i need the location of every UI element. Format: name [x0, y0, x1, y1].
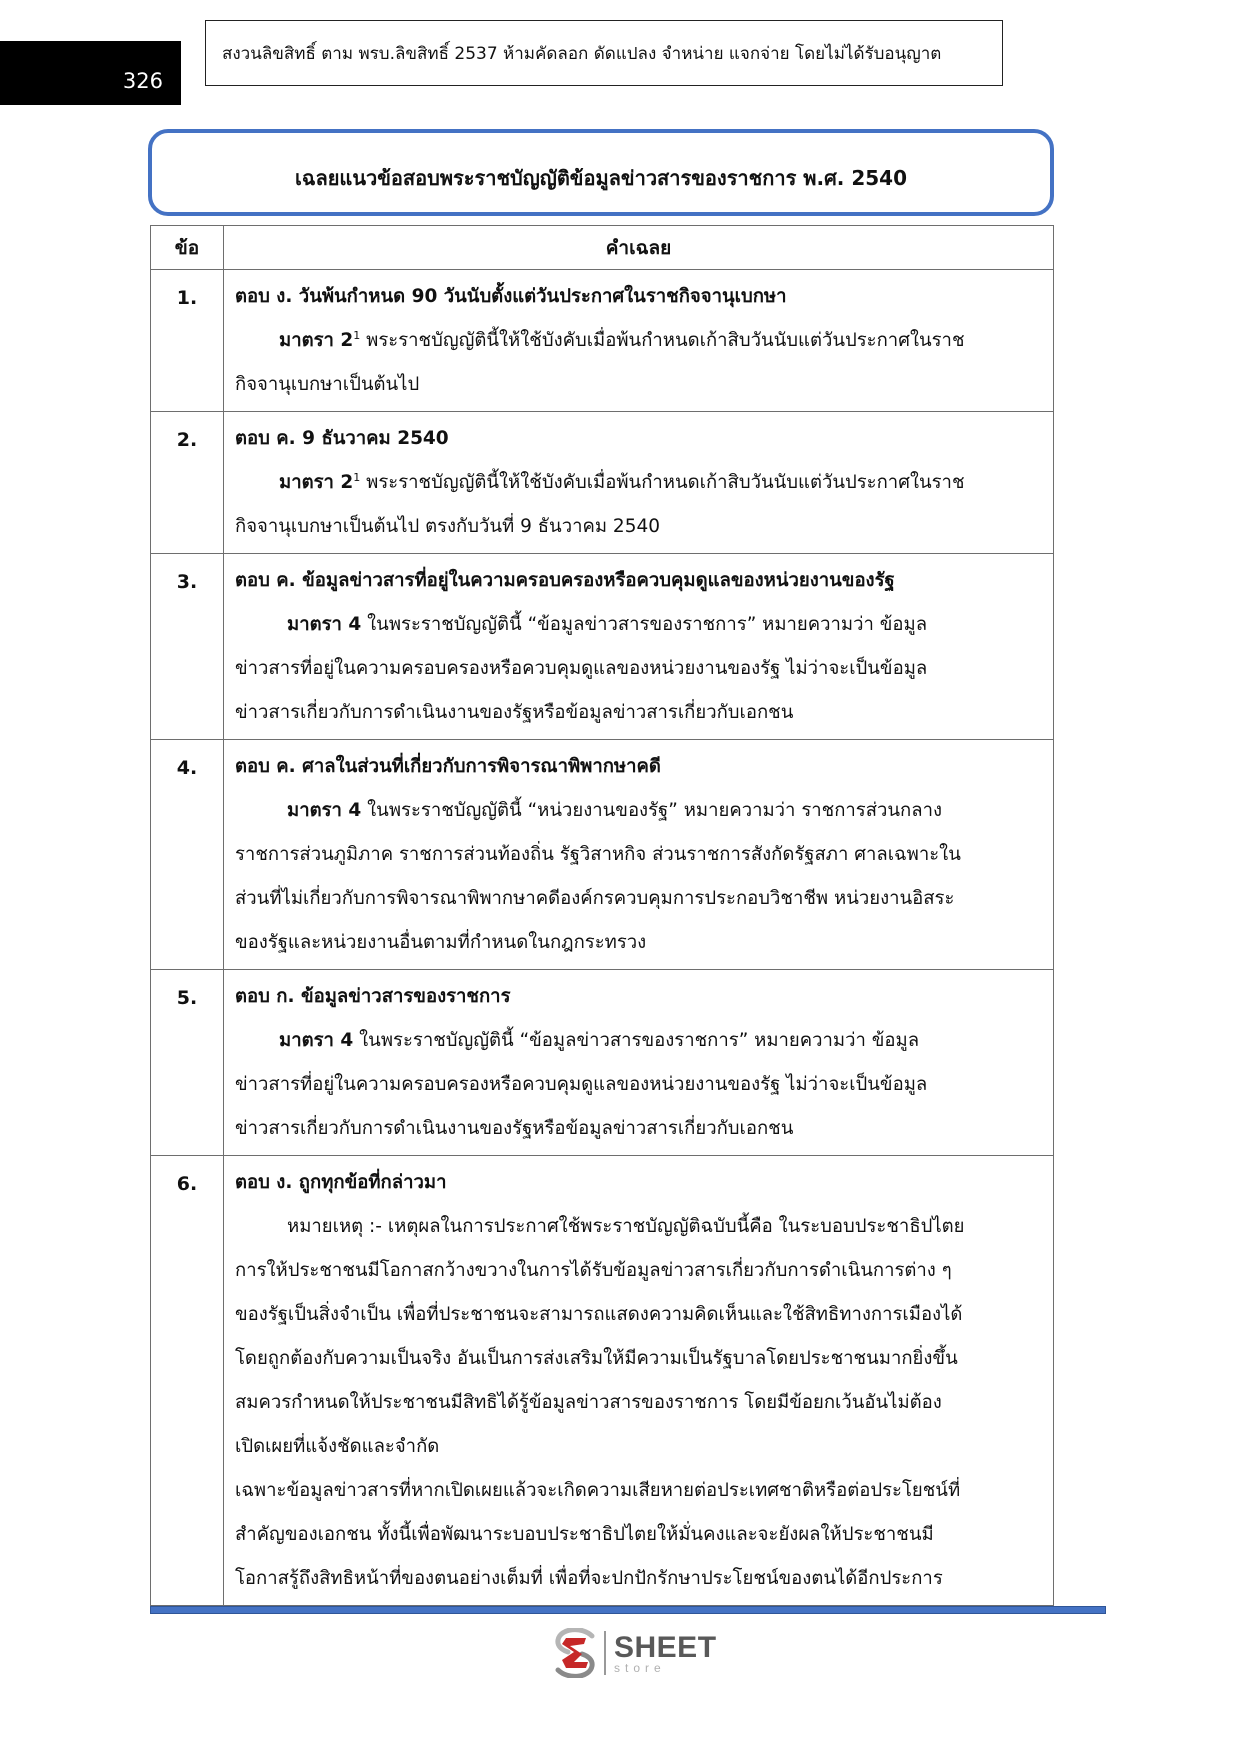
- question-number: 1.: [151, 270, 224, 412]
- page-number: 326: [122, 69, 163, 93]
- column-header-number: ข้อ: [151, 226, 224, 270]
- explanation-line: [235, 319, 1042, 363]
- explanation-text: ในพระราชบัญญัตินี้ “ข้อมูลข่าวสารของราชการ” หมายความว่า ข้อมูล: [367, 614, 928, 635]
- explanation-line: ข่าวสารเกี่ยวกับการดำเนินงานของรัฐหรือข้อมูลข่าวสารเกี่ยวกับเอกชน: [235, 702, 794, 723]
- answer-cell: [224, 1156, 1054, 1606]
- note-line: สำคัญของเอกชน ทั้งนี้เพื่อพัฒนาระบอบประชาธิปไตยให้มั่นคงและจะยังผลให้ประชาชนมี: [235, 1524, 934, 1545]
- answer-table: [150, 225, 1054, 1606]
- copyright-notice-box: [205, 20, 1003, 86]
- answer-text: ตอบ ค. ศาลในส่วนที่เกี่ยวกับการพิจารณาพิพากษาคดี: [235, 756, 661, 777]
- sheet-store-s-logo-icon: [552, 1628, 598, 1678]
- answer-cell: [224, 970, 1054, 1156]
- explanation-line: [235, 789, 1042, 833]
- question-number: 2.: [151, 412, 224, 554]
- column-header-answer: คำเฉลย: [224, 226, 1054, 270]
- explanation-line: [235, 461, 1042, 505]
- answer-text: ตอบ ง. วันพ้นกำหนด 90 วันนับตั้งแต่วันประกาศในราชกิจจานุเบกษา: [235, 286, 787, 307]
- explanation-line: ข่าวสารที่อยู่ในความครอบครองหรือควบคุมดูแลของหน่วยงานของรัฐ ไม่ว่าจะเป็นข้อมูล: [235, 658, 928, 679]
- explanation-line: [235, 603, 1042, 647]
- note-line: หมายเหตุ :- เหตุผลในการประกาศใช้พระราชบัญญัติฉบับนี้คือ ในระบอบประชาธิปไตย: [287, 1216, 965, 1237]
- footnote-marker: 1: [353, 328, 361, 342]
- answer-text: ตอบ ค. 9 ธันวาคม 2540: [235, 428, 449, 449]
- explanation-line: กิจจานุเบกษาเป็นต้นไป ตรงกับวันที่ 9 ธันวาคม 2540: [235, 516, 661, 537]
- logo-brand: SHEET: [614, 1630, 717, 1664]
- explanation-line: ข่าวสารที่อยู่ในความครอบครองหรือควบคุมดูแลของหน่วยงานของรัฐ ไม่ว่าจะเป็นข้อมูล: [235, 1074, 928, 1095]
- note-line: โดยถูกต้องกับความเป็นจริง อันเป็นการส่งเสริมให้มีความเป็นรัฐบาลโดยประชาชนมากยิ่งขึ้น: [235, 1348, 958, 1369]
- table-row: [151, 740, 1054, 970]
- footnote-marker: 1: [353, 470, 361, 484]
- table-row: [151, 970, 1054, 1156]
- note-line: ของรัฐเป็นสิ่งจำเป็น เพื่อที่ประชาชนจะสามารถแสดงความคิดเห็นและใช้สิทธิทางการเมืองได้: [235, 1304, 963, 1325]
- explanation-line: ของรัฐและหน่วยงานอื่นตามที่กำหนดในกฎกระทรวง: [235, 932, 647, 953]
- answer-text: ตอบ ง. ถูกทุกข้อที่กล่าวมา: [235, 1172, 447, 1193]
- section-label: มาตรา 4: [279, 1030, 354, 1051]
- note-line: การให้ประชาชนมีโอกาสกว้างขวางในการได้รับข้อมูลข่าวสารเกี่ยวกับการดำเนินการต่าง ๆ: [235, 1260, 952, 1281]
- question-number: 4.: [151, 740, 224, 970]
- page-title: เฉลยแนวข้อสอบพระราชบัญญัติข้อมูลข่าวสารของราชการ พ.ศ. 2540: [295, 165, 907, 190]
- explanation-text: ในพระราชบัญญัตินี้ “ข้อมูลข่าวสารของราชการ” หมายความว่า ข้อมูล: [359, 1030, 920, 1051]
- logo-divider: [604, 1631, 606, 1675]
- explanation-text: ในพระราชบัญญัตินี้ “หน่วยงานของรัฐ” หมายความว่า ราชการส่วนกลาง: [367, 800, 943, 821]
- answer-cell: [224, 270, 1054, 412]
- answer-text: ตอบ ก. ข้อมูลข่าวสารของราชการ: [235, 986, 511, 1007]
- answer-cell: [224, 740, 1054, 970]
- explanation-text: พระราชบัญญัตินี้ให้ใช้บังคับเมื่อพ้นกำหนดเก้าสิบวันนับแต่วันประกาศในราช: [366, 330, 965, 351]
- page-number-block: [0, 41, 181, 105]
- table-row: [151, 1156, 1054, 1606]
- table-row: [151, 554, 1054, 740]
- copyright-notice: สงวนลิขสิทธิ์ ตาม พรบ.ลิขสิทธิ์ 2537 ห้ามคัดลอก ดัดแปลง จำหน่าย แจกจ่าย โดยไม่ได้รับอนุญาต: [222, 43, 942, 64]
- note-line: เฉพาะข้อมูลข่าวสารที่หากเปิดเผยแล้วจะเกิดความเสียหายต่อประเทศชาติหรือต่อประโยชน์ที่: [235, 1480, 961, 1501]
- explanation-line: ราชการส่วนภูมิภาค ราชการส่วนท้องถิ่น รัฐวิสาหกิจ ส่วนราชการสังกัดรัฐสภา ศาลเฉพาะใน: [235, 844, 961, 865]
- answer-cell: [224, 554, 1054, 740]
- table-header-row: [151, 226, 1054, 270]
- note-line: โอกาสรู้ถึงสิทธิหน้าที่ของตนอย่างเต็มที่ เพื่อที่จะปกปักรักษาประโยชน์ของตนได้อีกประการ: [235, 1568, 943, 1589]
- question-number: 3.: [151, 554, 224, 740]
- note-line: เปิดเผยที่แจ้งชัดและจำกัด: [235, 1436, 440, 1457]
- section-label: มาตรา 4: [287, 614, 362, 635]
- explanation-line: ข่าวสารเกี่ยวกับการดำเนินงานของรัฐหรือข้อมูลข่าวสารเกี่ยวกับเอกชน: [235, 1118, 794, 1139]
- note-line: สมควรกำหนดให้ประชาชนมีสิทธิได้รู้ข้อมูลข่าวสารของราชการ โดยมีข้อยกเว้นอันไม่ต้อง: [235, 1392, 942, 1413]
- sheet-store-logo: [552, 1628, 717, 1678]
- explanation-line: ส่วนที่ไม่เกี่ยวกับการพิจารณาพิพากษาคดีองค์กรควบคุมการประกอบวิชาชีพ หน่วยงานอิสระ: [235, 888, 955, 909]
- section-label: มาตรา 2: [279, 330, 354, 351]
- explanation-line: กิจจานุเบกษาเป็นต้นไป: [235, 374, 420, 395]
- footer-divider-bar: [150, 1606, 1106, 1614]
- section-label: มาตรา 2: [279, 472, 354, 493]
- answer-cell: [224, 412, 1054, 554]
- logo-wordmark: [614, 1630, 717, 1675]
- explanation-text: พระราชบัญญัตินี้ให้ใช้บังคับเมื่อพ้นกำหนดเก้าสิบวันนับแต่วันประกาศในราช: [366, 472, 965, 493]
- table-row: [151, 270, 1054, 412]
- section-label: มาตรา 4: [287, 800, 362, 821]
- logo-subtitle: store: [614, 1660, 666, 1675]
- question-number: 6.: [151, 1156, 224, 1606]
- explanation-line: [235, 1019, 1042, 1063]
- table-row: [151, 412, 1054, 554]
- answer-text: ตอบ ค. ข้อมูลข่าวสารที่อยู่ในความครอบครองหรือควบคุมดูแลของหน่วยงานของรัฐ: [235, 570, 895, 591]
- question-number: 5.: [151, 970, 224, 1156]
- title-box: [148, 129, 1054, 216]
